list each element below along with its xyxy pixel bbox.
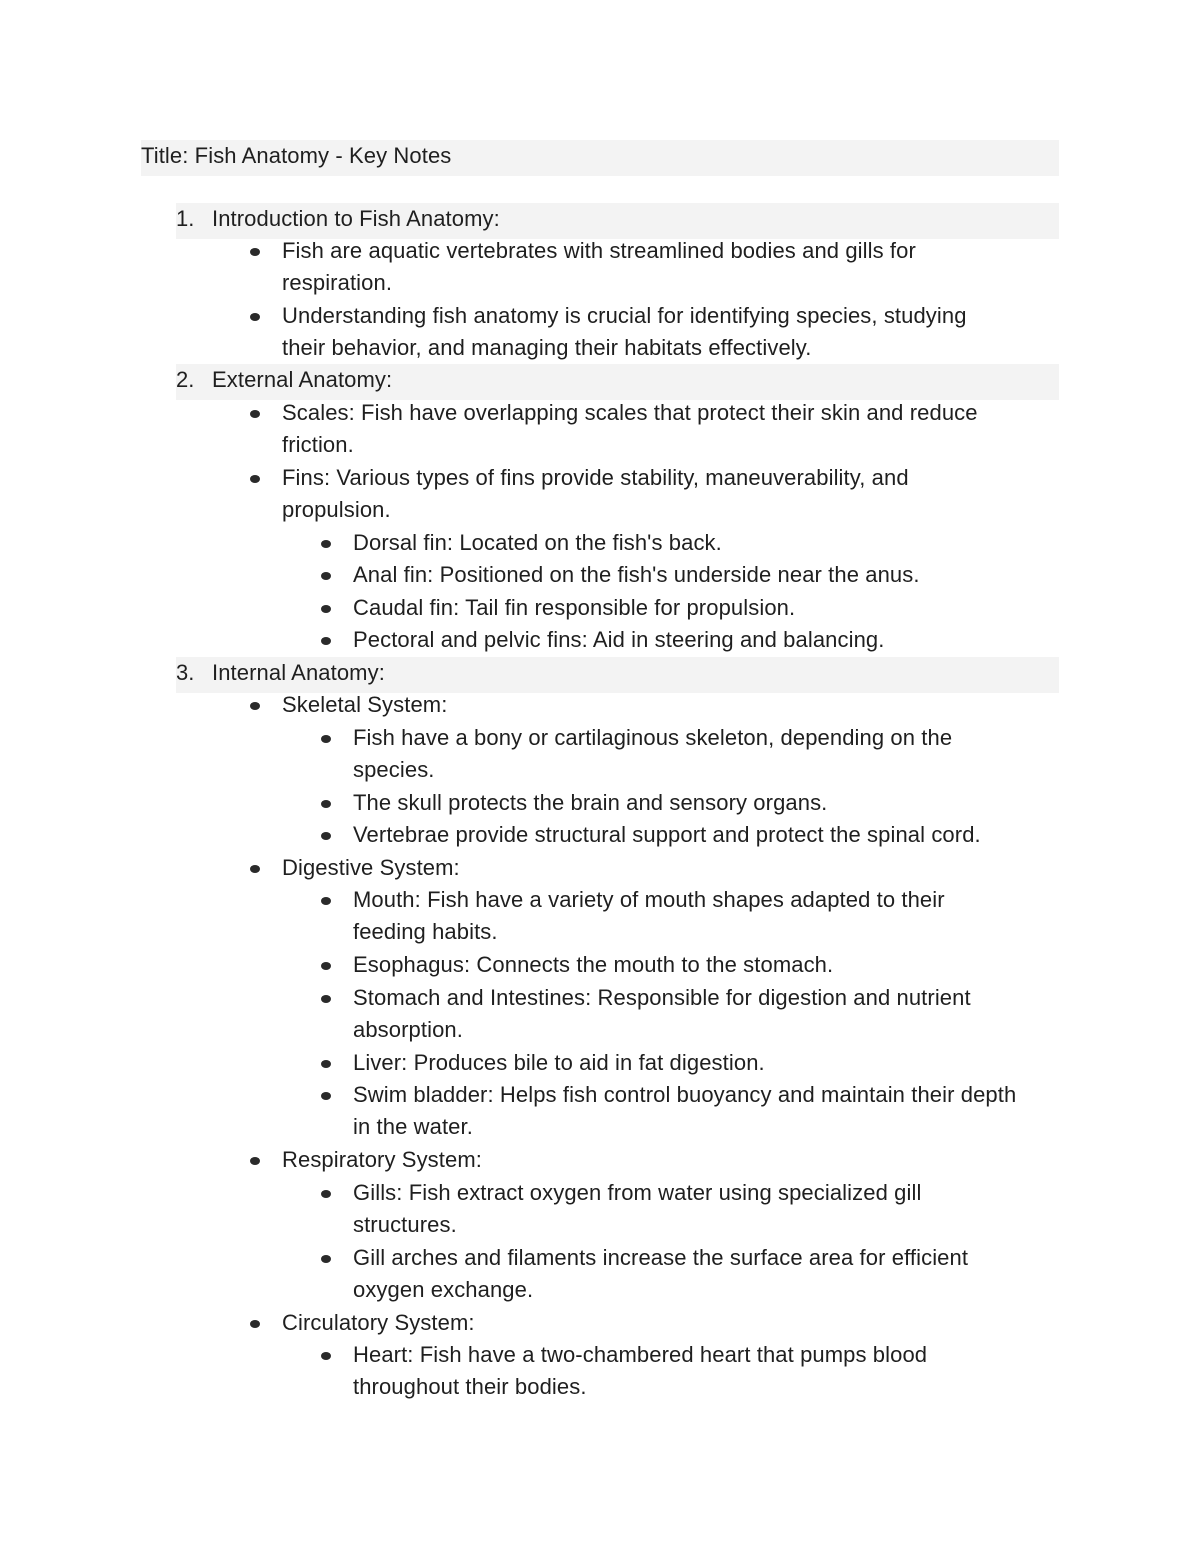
section-3-number: 3. — [176, 660, 195, 685]
list-item: Understanding fish anatomy is crucial for identifying species, studying — [282, 303, 967, 328]
page-title: Title: Fish Anatomy - Key Notes — [141, 143, 452, 168]
section-3-heading: Internal Anatomy: — [212, 660, 385, 685]
sub-bullet-icon — [321, 832, 331, 840]
sub-list-item: Pectoral and pelvic fins: Aid in steering and balancing. — [353, 627, 885, 652]
sub-bullet-icon — [321, 572, 331, 580]
subsection-label: Skeletal System: — [282, 692, 448, 717]
sub-list-item: The skull protects the brain and sensory organs. — [353, 790, 828, 815]
bullet-icon — [250, 313, 260, 321]
sub-bullet-icon — [321, 605, 331, 613]
sub-bullet-icon — [321, 1092, 331, 1100]
list-item-continuation: friction. — [282, 432, 354, 457]
sub-list-item: Esophagus: Connects the mouth to the stomach. — [353, 952, 834, 977]
list-item: Fish are aquatic vertebrates with streamlined bodies and gills for — [282, 238, 916, 263]
bullet-icon — [250, 865, 260, 873]
section-2-heading: External Anatomy: — [212, 367, 393, 392]
sub-list-item: Caudal fin: Tail fin responsible for propulsion. — [353, 595, 796, 620]
sub-list-item: Swim bladder: Helps fish control buoyancy and maintain their depth — [353, 1082, 1017, 1107]
sub-list-item: Fish have a bony or cartilaginous skeleton, depending on the — [353, 725, 953, 750]
bullet-icon — [250, 1320, 260, 1328]
sub-bullet-icon — [321, 962, 331, 970]
sub-list-item: Gills: Fish extract oxygen from water using specialized gill — [353, 1180, 922, 1205]
sub-list-item: Dorsal fin: Located on the fish's back. — [353, 530, 722, 555]
list-item-continuation: respiration. — [282, 270, 393, 295]
section-1-heading: Introduction to Fish Anatomy: — [212, 206, 500, 231]
list-item: Fins: Various types of fins provide stability, maneuverability, and — [282, 465, 909, 490]
sub-list-item: Liver: Produces bile to aid in fat digestion. — [353, 1050, 765, 1075]
sub-list-item-continuation: feeding habits. — [353, 919, 498, 944]
bullet-icon — [250, 410, 260, 418]
sub-list-item-continuation: structures. — [353, 1212, 457, 1237]
sub-list-item: Mouth: Fish have a variety of mouth shapes adapted to their — [353, 887, 945, 912]
sub-list-item: Vertebrae provide structural support and protect the spinal cord. — [353, 822, 981, 847]
section-1-number: 1. — [176, 206, 195, 231]
section-2-number: 2. — [176, 367, 195, 392]
sub-list-item-continuation: in the water. — [353, 1114, 473, 1139]
sub-bullet-icon — [321, 1352, 331, 1360]
sub-bullet-icon — [321, 1060, 331, 1068]
sub-list-item-continuation: throughout their bodies. — [353, 1374, 587, 1399]
sub-bullet-icon — [321, 800, 331, 808]
sub-bullet-icon — [321, 1255, 331, 1263]
bullet-icon — [250, 248, 260, 256]
bullet-icon — [250, 475, 260, 483]
sub-list-item-continuation: species. — [353, 757, 435, 782]
sub-list-item: Heart: Fish have a two-chambered heart that pumps blood — [353, 1342, 928, 1367]
bullet-icon — [250, 702, 260, 710]
sub-bullet-icon — [321, 735, 331, 743]
subsection-label: Circulatory System: — [282, 1310, 475, 1335]
sub-bullet-icon — [321, 637, 331, 645]
list-item-continuation: their behavior, and managing their habitats effectively. — [282, 335, 812, 360]
sub-bullet-icon — [321, 540, 331, 548]
sub-list-item: Anal fin: Positioned on the fish's underside near the anus. — [353, 562, 920, 587]
list-item: Scales: Fish have overlapping scales that protect their skin and reduce — [282, 400, 978, 425]
sub-list-item: Gill arches and filaments increase the surface area for efficient — [353, 1245, 969, 1270]
sub-list-item-continuation: absorption. — [353, 1017, 463, 1042]
sub-bullet-icon — [321, 897, 331, 905]
subsection-label: Respiratory System: — [282, 1147, 482, 1172]
sub-bullet-icon — [321, 1190, 331, 1198]
sub-bullet-icon — [321, 995, 331, 1003]
sub-list-item: Stomach and Intestines: Responsible for digestion and nutrient — [353, 985, 971, 1010]
sub-list-item-continuation: oxygen exchange. — [353, 1277, 534, 1302]
bullet-icon — [250, 1157, 260, 1165]
list-item-continuation: propulsion. — [282, 497, 391, 522]
subsection-label: Digestive System: — [282, 855, 460, 880]
